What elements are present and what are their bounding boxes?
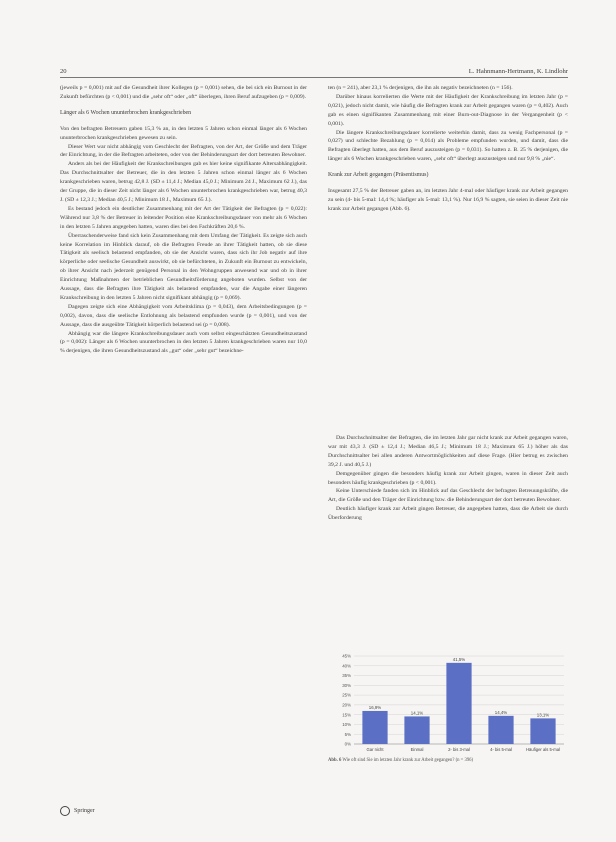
springer-logo-icon [60, 806, 70, 816]
y-tick-label: 45% [342, 653, 351, 659]
paragraph: Demgegenüber gingen die besonders häufig krank zur Arbeit gingen, waren in dieser Zeit auch besonders häufig krankgeschrieben (p < 0,001). [328, 470, 568, 486]
paragraph: Die längere Krankschreibungsdauer korrelierte weiterhin damit, dass zu wenig Fachpersonal (p = 0,027) und schlechte Bezahlung (p = 0,014) als Probleme empfunden wurden, und damit, dass die Befragten überlegt hatten, aus dem Beruf auszusteigen (p = 0,031). So hatten z. B. 25 % derjenigen, die länger als 6 Wochen krankgeschrieben waren, „sehr oft“ überlegt auszusteigen und nur 9,8 % „nie“. [328, 129, 568, 163]
x-tick-label: Einmal [410, 747, 424, 752]
right-column-bottom [328, 434, 568, 650]
bar [530, 718, 555, 744]
y-tick-label: 0% [344, 741, 351, 747]
caption-text: Wie oft sind Sie im letzten Jahr krank zur Arbeit gegangen? (n = 396) [342, 758, 474, 763]
paragraph: Insgesamt 27,5 % der Betreuer gaben an, im letzten Jahr 4-mal oder häufiger krank zur Arbeit gegangen zu sein (4- bis 5-mal: 14,4 %; häufiger als 5-mal: 13,1 %). Nur 16,9 % sagten, sie seien in dieser Zeit nie krank zur Arbeit gegangen (Abb. 6). [328, 188, 568, 212]
right-column-top [328, 84, 568, 442]
bar [404, 716, 429, 744]
figure-caption [328, 758, 568, 765]
y-tick-label: 40% [342, 663, 351, 669]
chart-svg [328, 650, 568, 758]
caption-label: Abb. 6 [328, 758, 342, 763]
paragraph: Von den befragten Betreuern gaben 15,3 % an, in den letzten 5 Jahren schon einmal länger als 6 Wochen ununterbrochen krankgeschrieben gewesen zu sein. [60, 125, 307, 141]
data-label: 14,4% [494, 709, 508, 715]
paragraph: Keine Unterschiede fanden sich im Hinblick auf das Geschlecht der befragten Betreuungskräfte, die Art, die Größe und den Träger der Einrichtung bzw. die Behinderungsart der dort betreuten Bewohner. [328, 488, 568, 504]
paragraph: Abhängig war die längere Krankschreibungsdauer auch vom selbst eingeschätzten Gesundheitszustand (p = 0,002): Länger als 6 Wochen ununterbrochen in den letzten 5 Jahren krankgeschrieben waren nur 10,0 % derjenigen, die ihren Gesundheitszustand als „gut“ oder „sehr gut“ bezeichne- [60, 330, 307, 355]
paragraph: ten (n = 241), aber 23,1 % derjenigen, die ihn als negativ bezeichneten (n = 156). [328, 85, 513, 91]
publisher-name: Springer [74, 808, 95, 814]
data-label: 14,1% [410, 710, 424, 716]
y-tick-label: 35% [342, 673, 351, 679]
y-tick-label: 5% [344, 731, 351, 737]
bar-chart [328, 650, 568, 758]
data-label: 16,9% [368, 704, 382, 710]
left-column [60, 84, 307, 774]
paragraph: Darüber hinaus korrelierten die Werte mit der Häufigkeit der Krankschreibung im letzten Jahr (p = 0,021), jedoch nicht damit, wie häufig die Befragten krank zur Arbeit gegangen waren (p = 0,402). Auch gab es einen signifikanten Zusammenhang mit einer Burn-out-Diagnose in der Vergangenheit (p < 0,001). [328, 93, 568, 127]
data-label: 13,1% [536, 712, 550, 718]
bar [446, 663, 471, 744]
paragraph: Anders als bei der Häufigkeit der Krankschreibungen gab es hier keine signifikante Altersabhängigkeit. Das Durchschnittsalter der Betreuer, die in den letzten 5 Jahren schon einmal länger als 6 Wochen krankgeschrieben waren, betrug 42,8 J. (SD ± 11,4 J.; Median 45,0 J.; Minimum 24 J., Maximum 62 J.), das der Gruppe, die in dieser Zeit nicht länger als 6 Wochen ununterbrochen krankgeschrieben war, betrug 40,3 J. (SD ± 12,3 J.; Median 40,5 J.; Minimum 18 J., Maximum 65 J.). [60, 161, 307, 203]
x-tick-label: 2- bis 3-mal [448, 747, 470, 752]
running-header [60, 68, 568, 78]
bar [362, 711, 387, 744]
bar [488, 716, 513, 744]
x-tick-label: Häufiger als 5-mal [526, 747, 560, 752]
page-number: 20 [60, 68, 67, 75]
paragraph: Dieser Wert war nicht abhängig vom Geschlecht der Befragten, von der Art, der Größe und dem Träger der Einrichtung, in der die Befragten arbeiteten, oder von der Behinderungsart der dort betreuten Bewohner. [60, 143, 307, 159]
data-label: 41,5% [452, 656, 466, 662]
x-tick-label: 4- bis 5-mal [490, 747, 512, 752]
paragraph: Es bestand jedoch ein deutlicher Zusammenhang mit der Art der Tätigkeit der Befragten (p = 0,022): Während nur 3,8 % der Betreuer in leitender Position eine Krankschreibungsdauer von mehr als 6 Wochen in den letzten 5 Jahren angegeben hatten, waren dies bei den Fachkräften 20,6 %. [60, 205, 307, 230]
running-title: L. Hahnmann-Hertmann, K. Lindlohr [468, 68, 568, 75]
y-tick-label: 20% [342, 702, 351, 708]
paragraph: Das Durchschnittsalter der Befragten, die im letzten Jahr gar nicht krank zur Arbeit gegangen waren, war mit 43,3 J. (SD ± 12,4 J.; Median 46,5 J.; Minimum 18 J.; Maximum 65 J.) höher als das Durchschnittsalter bei allen anderen Antwortmöglichkeiten auf diese Frage. (Hier betrug es zwischen 39,2 J. und 40,5 J.) [328, 435, 568, 468]
paragraph: Dagegen zeigte sich eine Abhängigkeit vom Arbeitsklima (p = 0,043), dem Arbeitsbedingungen (p = 0,002), davon, dass die seelische Entlohnung als belastend empfunden wurde (p = 0,001), und von der Aussage, dass die ausgeübte Tätigkeit körperlich belastend sei (p = 0,008). [60, 303, 307, 328]
paragraph: Deutlich häufiger krank zur Arbeit gingen Betreuer, die angegeben hatten, dass die Arbeit sie durch Überforderung [328, 506, 568, 522]
paragraph: Überraschenderweise fand sich kein Zusammenhang mit dem Umfang der Tätigkeit. Es zeigte sich auch keine Korrelation im Hinblick darauf, ob die Befragten Freude an ihrer Tätigkeit hatten, ob sie diese Tätigkeit als seelisch belastend empfanden, ob sie der Ansicht waren, dass sich ihr Job negativ auf ihre körperliche oder seelische Gesundheit auswirkt, ob sie befürchteten, in Zukunft ein Burnout zu entwickeln, ob ihrer Ansicht nach jederzeit genügend Personal in den Wohngruppen anwesend war und ob in ihrer Einrichtung Maßnahmen der betrieblichen Gesundheitsförderung angeboten wurden. Selbst von der Aussage, dass die Befragten ihre Tätigkeit als belastend empfanden, war die Angabe einer längeren Krankschreibung in den letzten 5 Jahren nicht signifikant abhängig (p = 0,069). [60, 232, 307, 301]
section-heading: Länger als 6 Wochen ununterbrochen krankgeschrieben [60, 109, 192, 116]
paragraph: (jeweils p = 0,001) mit auf die Gesundheit ihrer Kollegen (p = 0,001) sehen, die bei sich ein Burnout in der Zukunft befürchten (p < 0,001) und die „sehr oft“ oder „oft“ überlegen, ihren Beruf aufzugeben (p = 0,009). [60, 85, 307, 100]
section-heading: Krank zur Arbeit gegangen (Präsentismus) [328, 172, 429, 179]
y-tick-label: 15% [342, 712, 351, 718]
y-tick-label: 30% [342, 682, 351, 688]
footer [60, 806, 95, 816]
y-tick-label: 25% [342, 692, 351, 698]
y-tick-label: 10% [342, 722, 351, 728]
x-tick-label: Gar nicht [366, 747, 384, 752]
